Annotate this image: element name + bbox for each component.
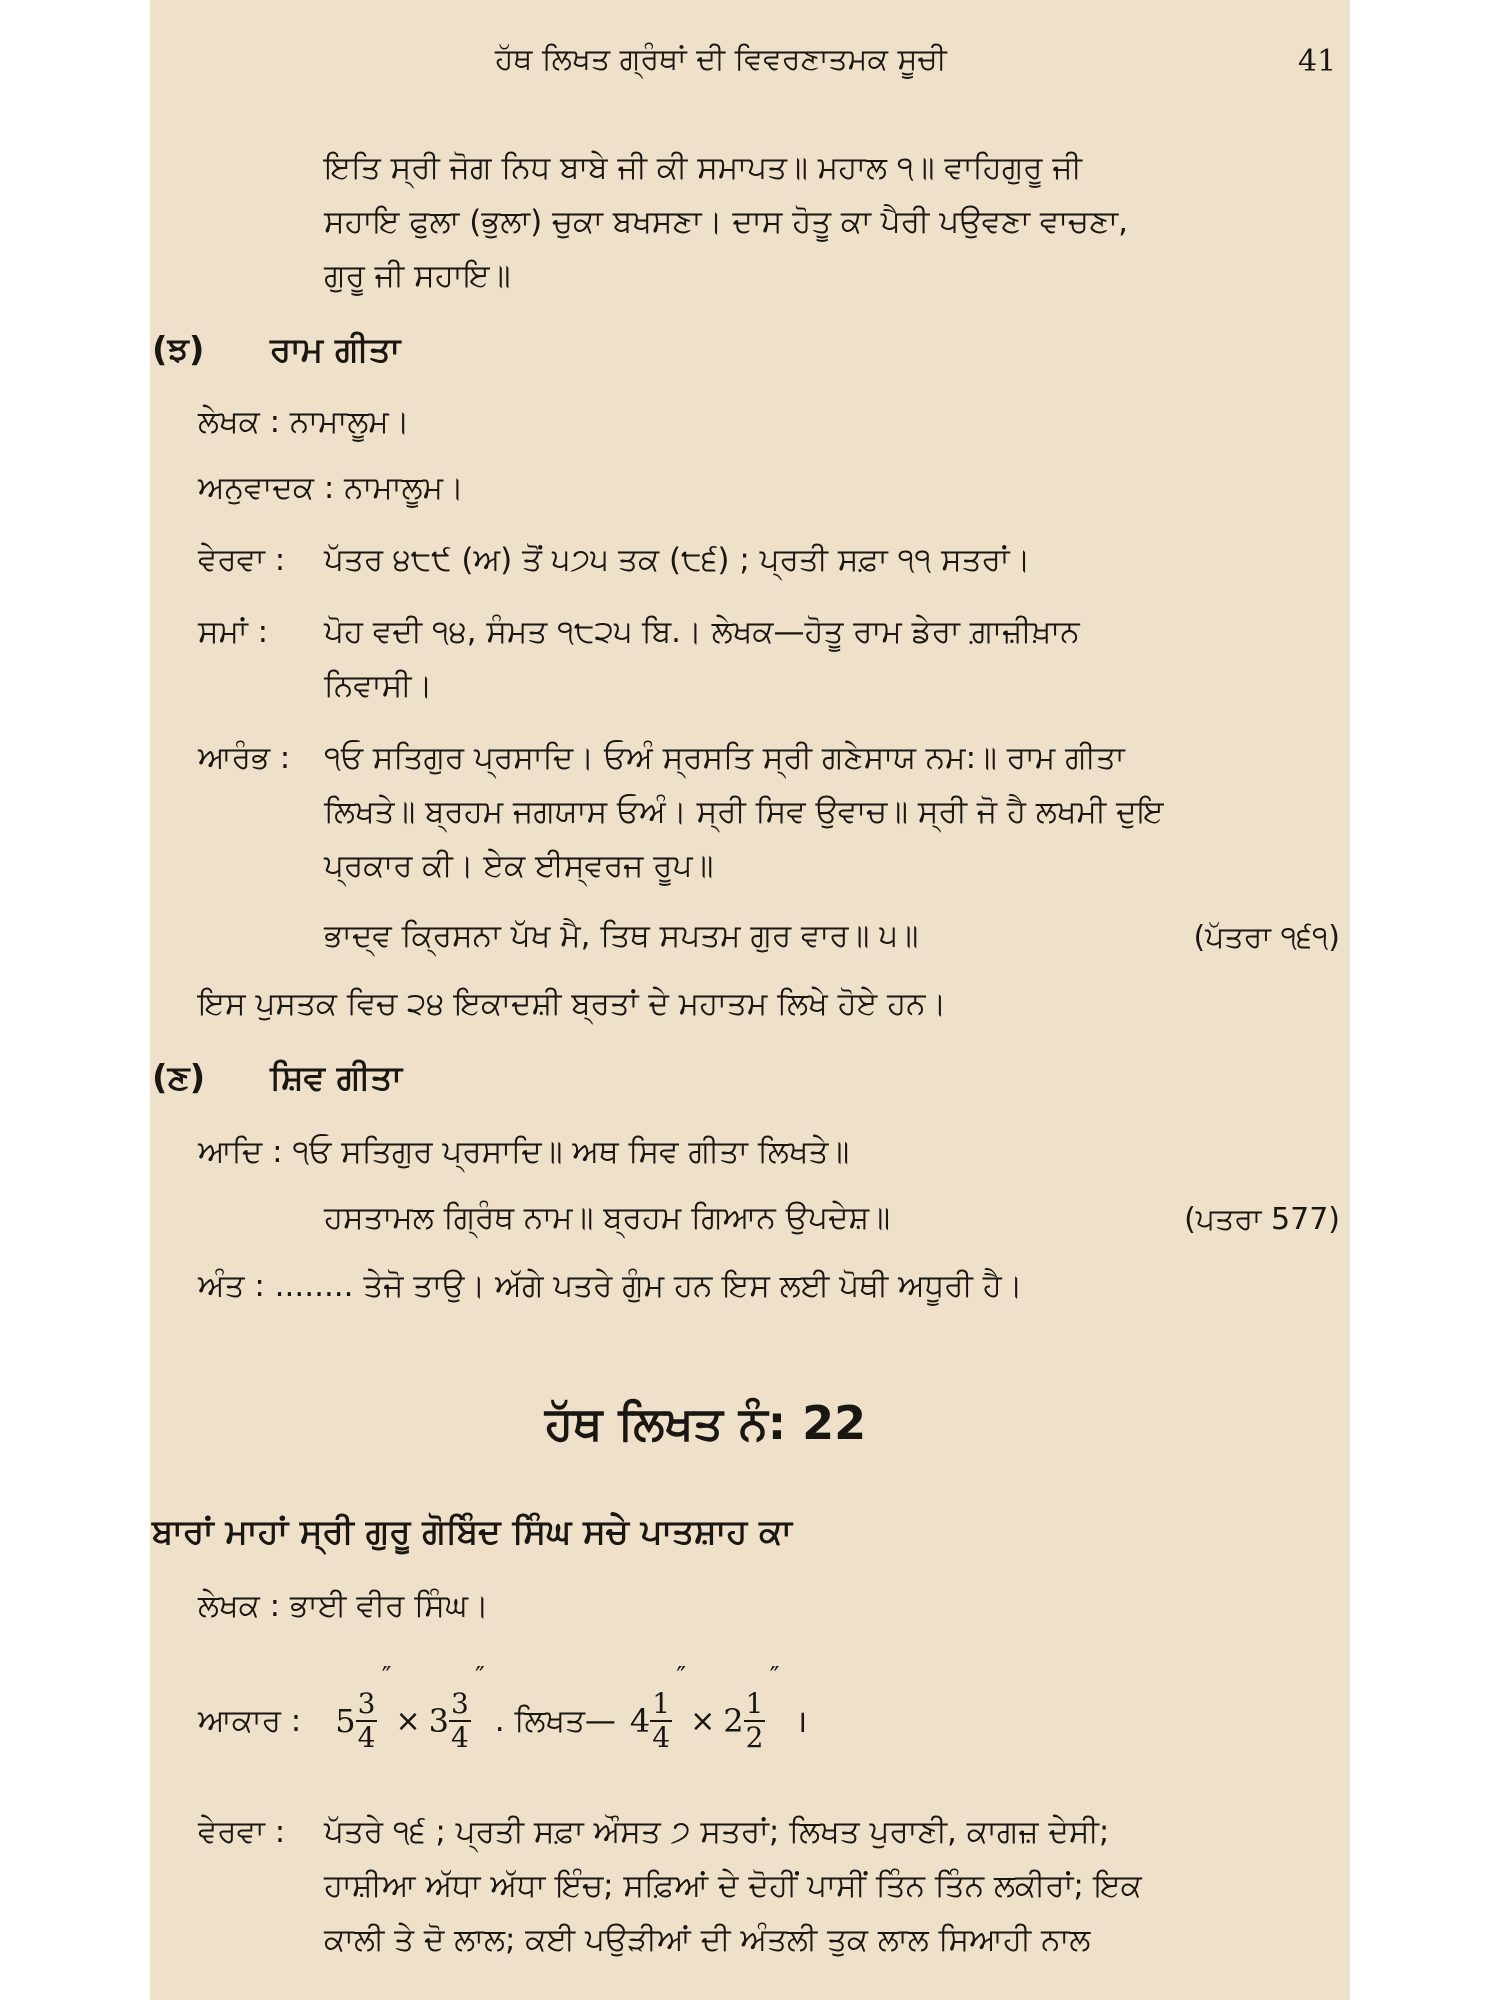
adi-label: ਆਦਿ : [198,1134,283,1170]
section-title-ram-gita: ਰਾਮ ਗੀਤਾ [270,330,401,370]
manuscript-verva-line-2: ਹਾਸ਼ੀਆ ਅੱਧਾ ਅੱਧਾ ਇੰਚ; ਸਫ਼ਿਆਂ ਦੇ ਦੋਹੀਂ ਪਾਸੀਂ ਤਿੰਨ ਤਿੰਨ ਲਕੀਰਾਂ; ਇਕ [324,1868,1142,1904]
intro-line-2: ਸਹਾਇ ਫੁਲਾ (ਭੁਲਾ) ਚੁਕਾ ਬਖਸਣਾ। ਦਾਸ ਹੋਤੂ ਕਾ ਪੈਰੀ ਪਉਵਣਾ ਵਾਚਣਾ, [324,204,1128,240]
intro-line-1: ਇਤਿ ਸ੍ਰੀ ਜੋਗ ਨਿਧ ਬਾਬੇ ਜੀ ਕੀ ਸਮਾਪਤ॥ ਮਹਾਲ ੧॥ ਵਾਹਿਗੁਰੂ ਜੀ [324,150,1082,186]
saman-label: ਸਮਾਂ : [198,614,269,650]
anuvadak-value: ਨਾਮਾਲੂਮ। [344,470,464,506]
size-height: 3 $\frac{3}{4}$ ″ [428,1662,485,1754]
akar-label: ਆਕਾਰ : [198,1702,302,1739]
manuscript-lekhak [198,1588,489,1624]
adi-line [198,1134,849,1170]
verva-value: ਪੱਤਰ ੪੮੯ (ਅ) ਤੋਂ ੫੭੫ ਤਕ (੮੬) ; ਪ੍ਰਤੀ ਸਫ਼ਾ ੧੧ ਸਤਰਾਂ। [324,542,1031,578]
manuscript-verva-line-1: ਪੱਤਰੇ ੧੬ ; ਪ੍ਰਤੀ ਸਫ਼ਾ ਔਸਤ ੭ ਸਤਰਾਂ; ਲਿਖਤ ਪੁਰਾਣੀ, ਕਾਗਜ਼ ਦੇਸੀ; [324,1814,1110,1850]
lekhak-value: ਨਾਮਾਲੂਮ। [289,404,410,440]
running-header: ਹੱਥ ਲਿਖਤ ਗ੍ਰੰਥਾਂ ਦੀ ਵਿਵਰਣਾਤਮਕ ਸੂਚੀ [495,42,947,77]
akar-row [198,1662,815,1754]
times-sign-2: × [690,1703,716,1739]
shiv-gita-reference: (ਪਤਰਾ 577) [1184,1202,1340,1237]
text-area-width: 4 $\frac{1}{4}$ ″ [629,1662,687,1754]
ant-line [198,1268,1023,1304]
text-area-height: 2 $\frac{1}{2}$ ″ [723,1662,780,1754]
likhat-label: . ਲਿਖਤ— [494,1702,616,1739]
anuvadak-label: ਅਨੁਵਾਦਕ : ਨਾਮਾਲੂਮ। [198,470,464,506]
size-width: 5 $\frac{3}{4}$ ″ [335,1662,392,1754]
intro-line-3: ਗੁਰੂ ਜੀ ਸਹਾਇ॥ [324,258,511,294]
verva-label: ਵੇਰਵਾ : [198,542,286,578]
manuscript-verva-line-3: ਕਾਲੀ ਤੇ ਦੋ ਲਾਲ; ਕਈ ਪਉੜੀਆਂ ਦੀ ਅੰਤਲੀ ਤੁਕ ਲਾਲ ਸਿਆਹੀ ਨਾਲ [324,1922,1091,1958]
lekhak-label: ਲੇਖਕ : ਨਾਮਾਲੂਮ। [198,404,410,440]
end-mark: । [795,1704,808,1740]
section-marker-n: (ਣ) [152,1058,206,1098]
manuscript-lekhak-label: ਲੇਖਕ : [198,1588,281,1624]
manuscript-verva-label: ਵੇਰਵਾ : [198,1814,286,1850]
section-title-shiv-gita: ਸ਼ਿਵ ਗੀਤਾ [270,1058,403,1098]
ant-label: ਅੰਤ : [198,1268,265,1304]
saman-line-1: ਪੋਹ ਵਦੀ ੧੪, ਸੰਮਤ ੧੮੨੫ ਬਿ.। ਲੇਖਕ—ਹੋਤੂ ਰਾਮ ਡੇਰਾ ਗ਼ਾਜ਼ੀਖ਼ਾਨ [324,614,1080,650]
manuscript-title: ਬਾਰਾਂ ਮਾਹਾਂ ਸ੍ਰੀ ਗੁਰੂ ਗੋਬਿੰਦ ਸਿੰਘ ਸਚੇ ਪਾਤਸ਼ਾਹ ਕਾ [152,1512,792,1552]
times-sign: × [395,1703,421,1739]
arambh-line-1: ੧ਓ ਸਤਿਗੁਰ ਪ੍ਰਸਾਦਿ। ਓਅੰ ਸ੍ਰਸਤਿ ਸ੍ਰੀ ਗਣੇਸਾਯ ਨਮ:॥ ਰਾਮ ਗੀਤਾ [324,740,1125,776]
verse-line: ਭਾਦ੍ਵ ਕ੍ਰਿਸਨਾ ਪੱਖ ਮੈ, ਤਿਥ ਸਪਤਮ ਗੁਰ ਵਾਰ॥ ੫॥ [324,918,919,954]
page-number: 41 [1298,44,1337,79]
ant-value: ........ ਤੇਜੋ ਤਾਉ। ਅੱਗੇ ਪਤਰੇ ਗੁੰਮ ਹਨ ਇਸ ਲਈ ਪੋਥੀ ਅਧੂਰੀ ਹੈ। [274,1268,1023,1304]
arambh-line-3: ਪ੍ਰਕਾਰ ਕੀ। ਏਕ ਈਸ੍ਵਰਜ ਰੂਪ॥ [324,848,714,884]
book-page [150,0,1350,2000]
verse-reference: (ਪੱਤਰਾ ੧੬੧) [1193,920,1340,955]
shiv-gita-line-2: ਹਸਤਾਮਲ ਗ੍ਰਿੰਥ ਨਾਮ॥ ਬ੍ਰਹਮ ਗਿਆਨ ਉਪਦੇਸ਼॥ [324,1200,891,1236]
adi-value: ੧ਓ ਸਤਿਗੁਰ ਪ੍ਰਸਾਦਿ॥ ਅਥ ਸਿਵ ਗੀਤਾ ਲਿਖਤੇ॥ [292,1134,850,1170]
section-note: ਇਸ ਪੁਸਤਕ ਵਿਚ ੨੪ ਇਕਾਦਸ਼ੀ ਬ੍ਰਤਾਂ ਦੇ ਮਹਾਤਮ ਲਿਖੇ ਹੋਏ ਹਨ। [198,986,947,1022]
saman-line-2: ਨਿਵਾਸੀ। [324,668,433,704]
arambh-label: ਆਰੰਭ : [198,740,291,776]
manuscript-heading: ਹੱਥ ਲਿਖਤ ਨੰ: 22 [545,1396,867,1450]
section-marker-jh: (ਝ) [152,330,205,370]
arambh-line-2: ਲਿਖਤੇ॥ ਬ੍ਰਹਮ ਜਗਯਾਸ ਓਅੰ। ਸ੍ਰੀ ਸਿਵ ਉਵਾਚ॥ ਸ੍ਰੀ ਜੋ ਹੈ ਲਖਮੀ ਦੁਇ [324,794,1164,830]
manuscript-lekhak-value: ਭਾਈ ਵੀਰ ਸਿੰਘ। [289,1588,489,1624]
